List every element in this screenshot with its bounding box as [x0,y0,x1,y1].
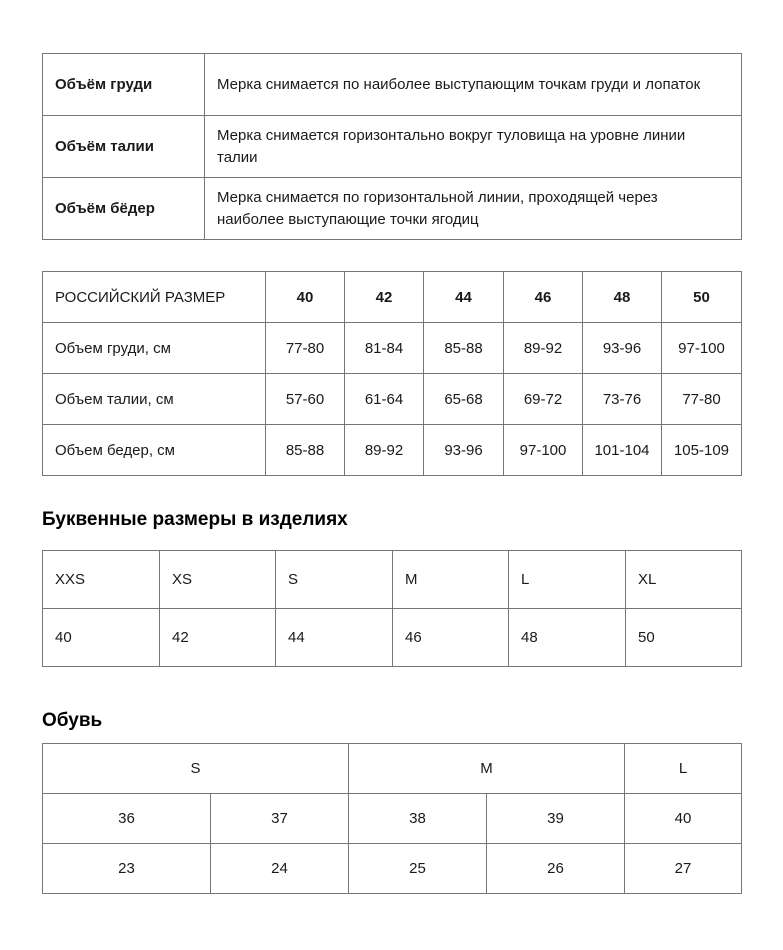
size-value: 93-96 [424,425,504,476]
table-header-row [43,551,742,609]
size-value: 101-104 [583,425,662,476]
size-value: 73-76 [583,374,662,425]
size-value: 97-100 [662,323,742,374]
size-column-header: 46 [504,272,583,323]
shoe-size-eu: 37 [211,794,349,844]
size-column-header: 40 [266,272,345,323]
shoe-size-eu: 39 [487,794,625,844]
size-value: 85-88 [266,425,345,476]
table-row [43,323,742,374]
size-value: 77-80 [266,323,345,374]
measurement-description: Мерка снимается по наиболее выступающим точкам груди и лопаток [205,54,742,116]
letter-sizes-heading: Буквенные размеры в изделиях [42,509,348,530]
size-value: 89-92 [345,425,424,476]
shoe-size-eu: 40 [625,794,742,844]
table-row [43,116,742,178]
shoe-size-cm: 24 [211,844,349,894]
size-value: 85-88 [424,323,504,374]
table-row [43,609,742,667]
table-row [43,425,742,476]
table-row [43,54,742,116]
letter-size-label: XXS [43,551,160,609]
letter-size-label: XS [160,551,276,609]
measure-row-label: Объем груди, см [43,323,266,374]
size-value: 57-60 [266,374,345,425]
letter-size-number: 44 [276,609,393,667]
letter-size-label: M [393,551,509,609]
shoe-size-eu: 36 [43,794,211,844]
letter-size-label: XL [626,551,742,609]
size-column-header: 50 [662,272,742,323]
letter-size-number: 40 [43,609,160,667]
table-row [43,844,742,894]
size-value: 69-72 [504,374,583,425]
table-header-row [43,744,742,794]
size-value: 97-100 [504,425,583,476]
size-value: 89-92 [504,323,583,374]
size-value: 65-68 [424,374,504,425]
size-value: 61-64 [345,374,424,425]
size-column-header: 44 [424,272,504,323]
measurement-name: Объём груди [43,54,205,116]
measure-row-label: Объем талии, см [43,374,266,425]
russian-size-header: РОССИЙСКИЙ РАЗМЕР [43,272,266,323]
letter-sizes-table [42,550,742,667]
measurement-name: Объём бёдер [43,178,205,240]
shoe-group-header: M [349,744,625,794]
shoe-group-header: L [625,744,742,794]
size-value: 77-80 [662,374,742,425]
size-column-header: 42 [345,272,424,323]
table-header-row [43,272,742,323]
letter-size-number: 42 [160,609,276,667]
shoe-group-header: S [43,744,349,794]
measurement-name: Объём талии [43,116,205,178]
table-row [43,794,742,844]
size-value: 105-109 [662,425,742,476]
size-value: 93-96 [583,323,662,374]
measurement-description: Мерка снимается горизонтально вокруг туловища на уровне линии талии [205,116,742,178]
letter-size-label: S [276,551,393,609]
shoe-size-eu: 38 [349,794,487,844]
measure-row-label: Объем бедер, см [43,425,266,476]
size-value: 81-84 [345,323,424,374]
table-row [43,178,742,240]
measurement-description: Мерка снимается по горизонтальной линии, проходящей через наиболее выступающие точки ягодиц [205,178,742,240]
shoe-size-cm: 23 [43,844,211,894]
shoes-heading: Обувь [42,710,103,731]
letter-size-label: L [509,551,626,609]
measurements-table [42,53,742,240]
letter-size-number: 46 [393,609,509,667]
shoes-table [42,743,742,894]
shoe-size-cm: 26 [487,844,625,894]
table-row [43,374,742,425]
shoe-size-cm: 27 [625,844,742,894]
shoe-size-cm: 25 [349,844,487,894]
letter-size-number: 48 [509,609,626,667]
russian-sizes-table [42,271,742,476]
letter-size-number: 50 [626,609,742,667]
size-column-header: 48 [583,272,662,323]
